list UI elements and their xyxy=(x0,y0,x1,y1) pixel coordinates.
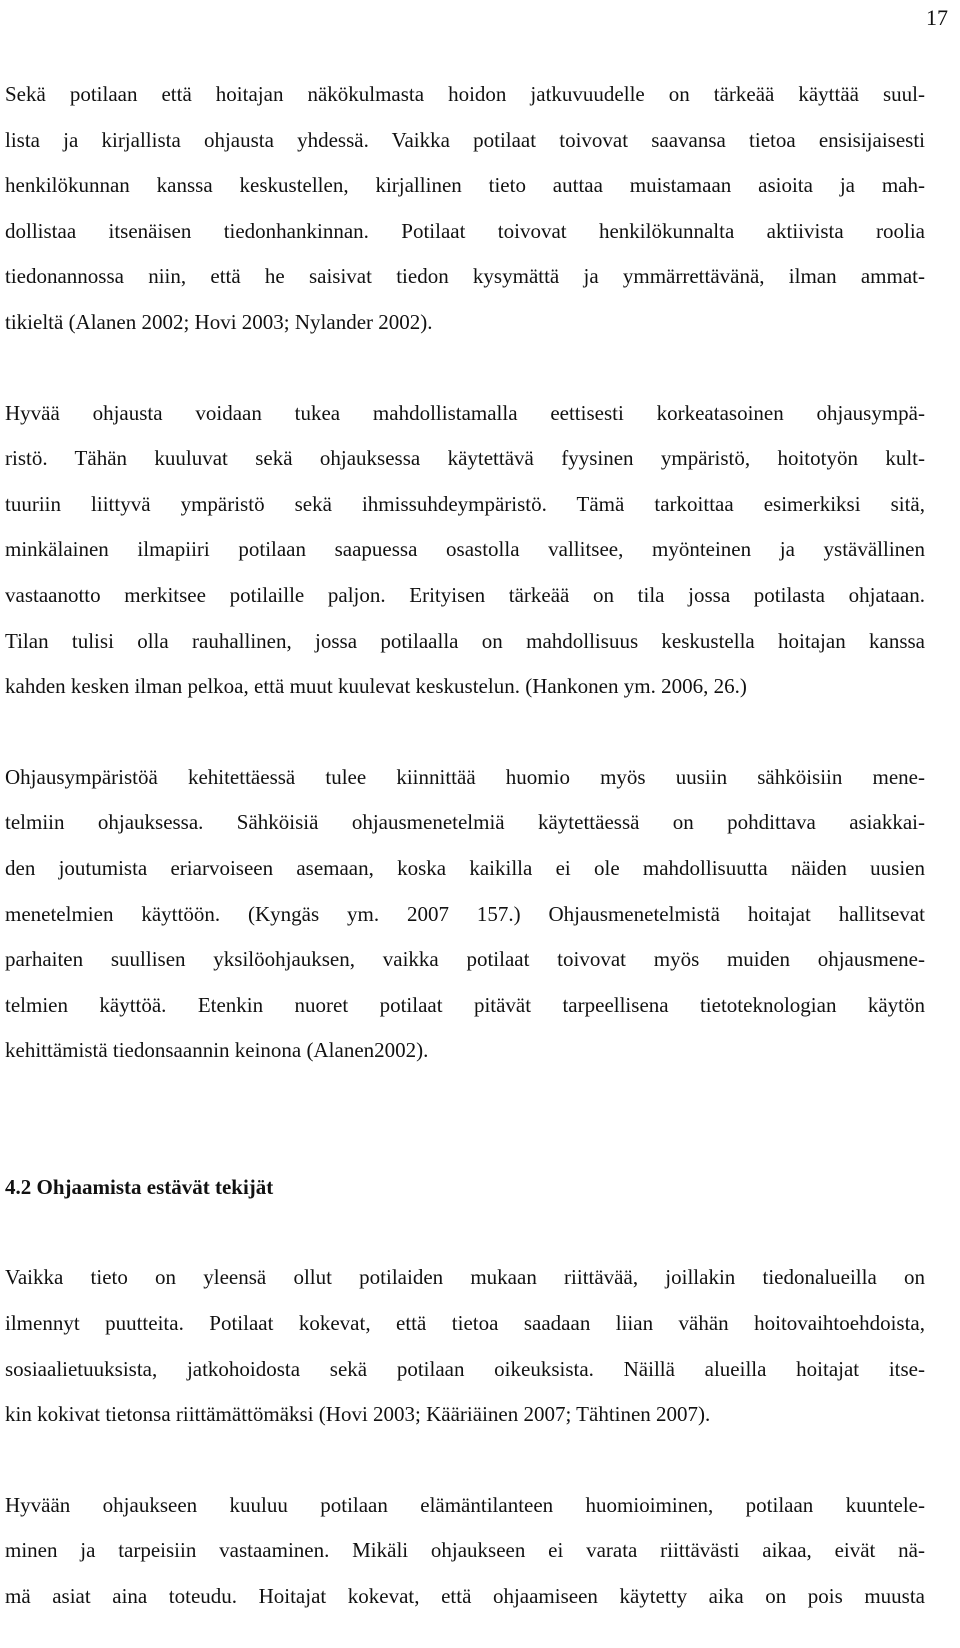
text-line: sosiaalietuuksista, jatkohoidosta sekä potilaan oikeuksista. Näillä alueilla hoitajat itse- xyxy=(5,1356,925,1381)
text-line: Tilan tulisi olla rauhallinen, jossa potilaalla on mahdollisuus keskustella hoitajan kanssa xyxy=(5,628,925,653)
text-line: minkälainen ilmapiiri potilaan saapuessa osastolla vallitsee, myönteinen ja ystävällinen xyxy=(5,537,925,562)
paragraph-environment xyxy=(5,391,925,710)
text-line: tikieltä (Alanen 2002; Hovi 2003; Nylander 2002). xyxy=(5,309,433,334)
text-line: dollistaa itsenäisen tiedonhankinnan. Potilaat toivovat henkilökunnalta aktiivista roolia xyxy=(5,218,925,243)
text-line: telmien käyttöä. Etenkin nuoret potilaat pitävät tarpeellisena tietoteknologian käytön xyxy=(5,992,925,1017)
text-line: kahden kesken ilman pelkoa, että muut kuulevat keskustelun. (Hankonen ym. 2006, 26.) xyxy=(5,674,747,699)
text-line: tiedonannossa niin, että he saisivat tiedon kysymättä ja ymmärrettävänä, ilman ammat- xyxy=(5,264,925,289)
text-line: Ohjausympäristöä kehitettäessä tulee kiinnittää huomio myös uusiin sähköisiin mene- xyxy=(5,764,925,789)
text-line: minen ja tarpeisiin vastaaminen. Mikäli ohjaukseen ei varata riittävästi aikaa, eivät nä- xyxy=(5,1538,925,1563)
page-number: 17 xyxy=(926,5,948,30)
text-line: Vaikka tieto on yleensä ollut potilaiden mukaan riittävää, joillakin tiedonalueilla on xyxy=(5,1265,925,1290)
text-line: ristö. Tähän kuuluvat sekä ohjauksessa käytettävä fyysinen ympäristö, hoitotyön kult- xyxy=(5,446,925,471)
text-line: Hyvään ohjaukseen kuuluu potilaan elämäntilanteen huomioiminen, potilaan kuuntele- xyxy=(5,1492,925,1517)
paragraph-information-gaps xyxy=(5,1255,925,1437)
text-line: Hyvää ohjausta voidaan tukea mahdollistamalla eettisesti korkeatasoinen ohjausympä- xyxy=(5,400,925,425)
text-line: Sekä potilaan että hoitajan näkökulmasta hoidon jatkuvuudelle on tärkeää käyttää suul- xyxy=(5,82,925,106)
text-line: kin kokivat tietonsa riittämättömäksi (Hovi 2003; Kääriäinen 2007; Tähtinen 2007). xyxy=(5,1402,711,1427)
paragraph-continuity xyxy=(5,72,925,346)
text-line: den joutumista eriarvoiseen asemaan, koska kaikilla ei ole mahdollisuutta näiden uusien xyxy=(5,855,925,880)
text-line: vastaanotto merkitsee potilaille paljon. Erityisen tärkeää on tila jossa potilasta ohjataan. xyxy=(5,582,925,607)
text-line: kehittämistä tiedonsaannin keinona (Alanen2002). xyxy=(5,1038,429,1063)
document-body xyxy=(5,72,925,1620)
text-line: mä asiat aina toteudu. Hoitajat kokevat, että ohjaamiseen käytetty aika on pois muusta xyxy=(5,1584,925,1609)
section-heading: 4.2 Ohjaamista estävät tekijät xyxy=(5,1174,274,1199)
paragraph-electronic-methods xyxy=(5,755,925,1074)
text-line: telmiin ohjauksessa. Sähköisiä ohjausmenetelmiä käytettäessä on pohdittava asiakkai- xyxy=(5,810,925,835)
paragraph-good-guidance xyxy=(5,1483,925,1620)
text-line: lista ja kirjallista ohjausta yhdessä. Vaikka potilaat toivovat saavansa tietoa ensisijaisesti xyxy=(5,127,925,152)
text-line: henkilökunnan kanssa keskustellen, kirjallinen tieto auttaa muistamaan asioita ja mah- xyxy=(5,173,925,198)
text-line: parhaiten suullisen yksilöohjauksen, vaikka potilaat toivovat myös muiden ohjausmene- xyxy=(5,947,925,972)
text-line: ilmennyt puutteita. Potilaat kokevat, että tietoa saadaan liian vähän hoitovaihtoehdoista, xyxy=(5,1311,925,1336)
text-line: tuuriin liittyvä ympäristö sekä ihmissuhdeympäristö. Tämä tarkoittaa esimerkiksi sitä, xyxy=(5,491,925,516)
text-line: menetelmien käyttöön. (Kyngäs ym. 2007 157.) Ohjausmenetelmistä hoitajat hallitsevat xyxy=(5,901,925,926)
